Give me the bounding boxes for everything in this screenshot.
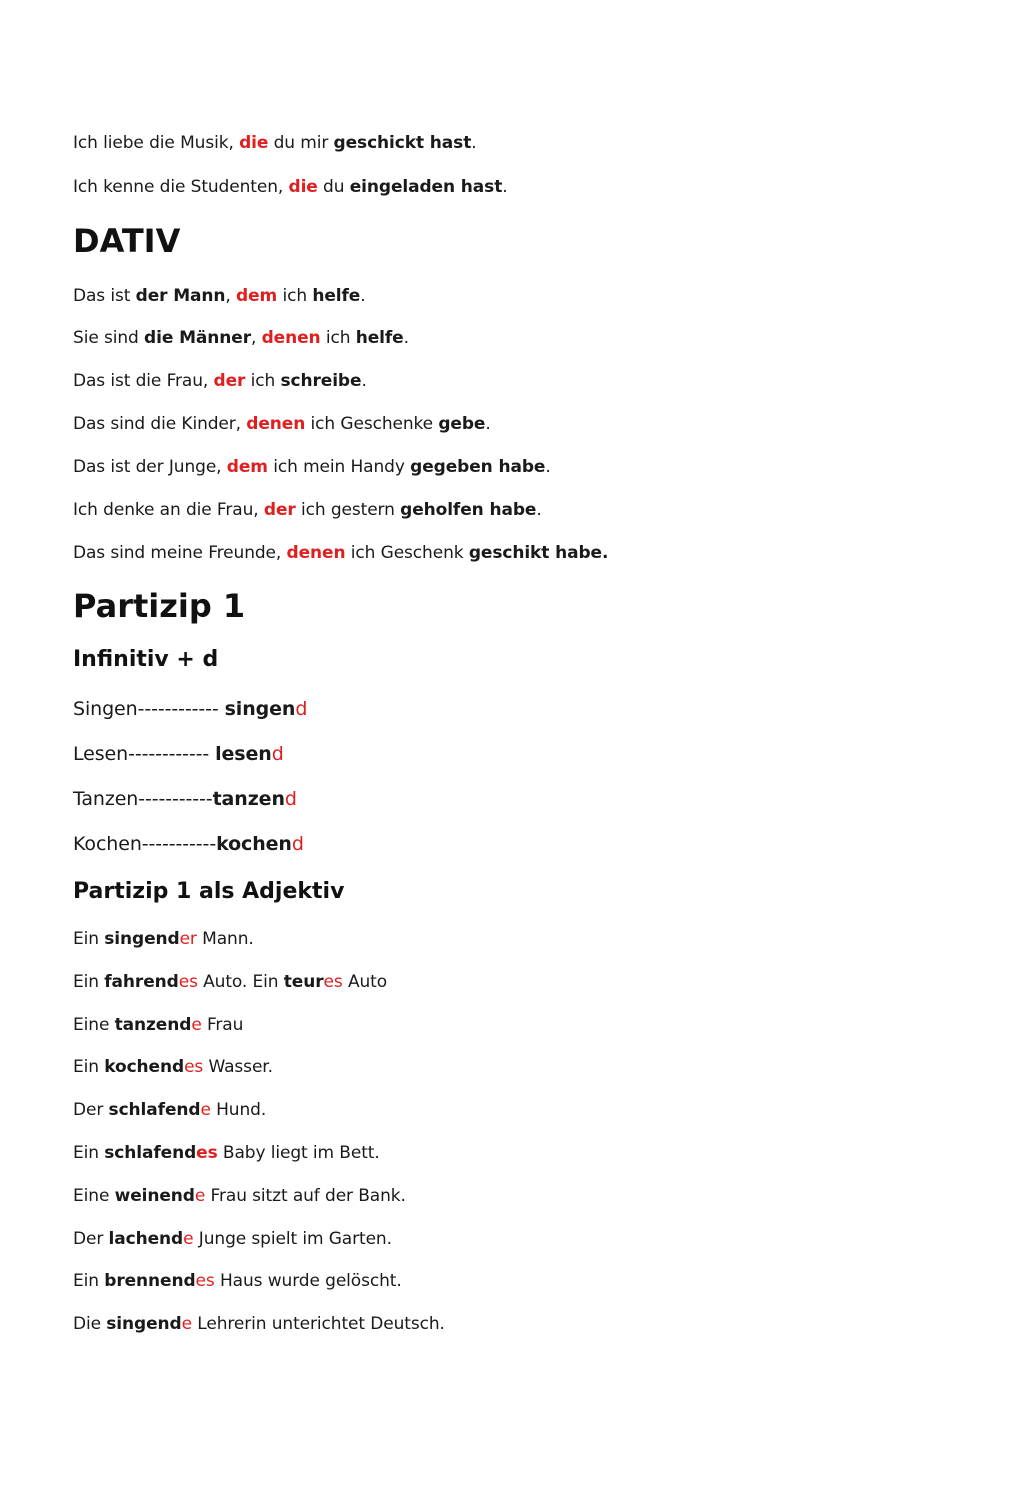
bold-run: helfe (312, 286, 361, 306)
red-bold-run: denen (286, 543, 346, 563)
bold-run: brennend (104, 1271, 196, 1291)
text-run: Junge spielt im Garten. (193, 1229, 392, 1249)
adjective-example (73, 928, 254, 950)
text-run: Der (73, 1100, 109, 1120)
text-run: Die (73, 1314, 107, 1334)
adjective-example (73, 1185, 406, 1207)
text-run: Ich kenne die Studenten, (73, 177, 289, 197)
text-run: Mann. (196, 929, 254, 949)
formation-example (73, 742, 284, 766)
text-run: . (471, 133, 477, 153)
text-run: Auto (342, 972, 388, 992)
red-bold-run: denen (261, 328, 321, 348)
text-run: Das sind die Kinder, (73, 414, 247, 434)
text-run: , (225, 286, 237, 306)
text-run: Sie sind (73, 328, 145, 348)
red-run: es (323, 972, 343, 992)
text-run: Tanzen----------- (73, 788, 213, 810)
section-heading-partizip1: Partizip 1 (73, 587, 246, 625)
bold-run: schlafend (104, 1143, 197, 1163)
text-run: Ich denke an die Frau, (73, 500, 264, 520)
adjective-example (73, 1056, 273, 1078)
text-run: ich gestern (295, 500, 401, 520)
text-run: Auto. Ein (197, 972, 284, 992)
formula-heading: Infinitiv + d (73, 647, 219, 672)
text-run: ich (245, 371, 281, 391)
text-run: Ich liebe die Musik, (73, 133, 240, 153)
red-run: d (295, 698, 308, 720)
bold-run: teur (283, 972, 324, 992)
adjective-example (73, 1228, 392, 1250)
example-sentence (73, 370, 367, 392)
text-run: ich (277, 286, 313, 306)
bold-run: kochend (104, 1057, 185, 1077)
text-run: ich (320, 328, 356, 348)
text-run: Hund. (210, 1100, 267, 1120)
red-run: d (271, 743, 284, 765)
bold-run: die Männer (144, 328, 251, 348)
bold-run: der Mann (135, 286, 226, 306)
text-run: Frau sitzt auf der Bank. (205, 1186, 406, 1206)
text-run: Ein (73, 929, 105, 949)
bold-run: helfe (355, 328, 404, 348)
bold-run: tanzend (114, 1015, 192, 1035)
example-sentence (73, 285, 366, 307)
bold-run: eingeladen hast (349, 177, 503, 197)
text-run: Singen------------ (73, 698, 225, 720)
text-run: . (403, 328, 409, 348)
red-run: er (179, 929, 197, 949)
red-run: es (184, 1057, 204, 1077)
text-run: Ein (73, 1271, 105, 1291)
example-sentence (73, 327, 409, 349)
bold-run: lachend (108, 1229, 184, 1249)
text-run: Der (73, 1229, 109, 1249)
red-bold-run: es (196, 1143, 218, 1163)
formation-example (73, 697, 307, 721)
bold-run: tanzen (212, 788, 285, 810)
example-sentence (73, 413, 491, 435)
text-run: Kochen----------- (73, 833, 217, 855)
red-bold-run: dem (226, 457, 268, 477)
text-run: ich mein Handy (267, 457, 411, 477)
text-run: ich Geschenk (345, 543, 469, 563)
example-sentence (73, 456, 551, 478)
text-run: du (317, 177, 350, 197)
adjective-example (73, 1014, 243, 1036)
text-run: Das sind meine Freunde, (73, 543, 287, 563)
text-run: . (361, 371, 367, 391)
red-run: e (183, 1229, 194, 1249)
bold-run: weinend (114, 1186, 195, 1206)
text-run: . (485, 414, 491, 434)
text-run: du mir (268, 133, 334, 153)
red-run: es (195, 1271, 215, 1291)
red-bold-run: der (213, 371, 246, 391)
adjective-example (73, 1270, 402, 1292)
bold-run: geholfen habe (400, 500, 537, 520)
formation-example (73, 787, 297, 811)
bold-run: singen (224, 698, 296, 720)
bold-run: geschikt habe. (468, 543, 609, 563)
bold-run: schlafend (108, 1100, 201, 1120)
bold-run: geschickt hast (333, 133, 472, 153)
red-run: e (194, 1186, 206, 1206)
text-run: Lesen------------ (73, 743, 216, 765)
text-run: Baby liegt im Bett. (217, 1143, 380, 1163)
red-run: d (291, 833, 304, 855)
example-sentence (73, 499, 542, 521)
adjective-example (73, 1313, 445, 1335)
text-run: Eine (73, 1186, 115, 1206)
red-bold-run: die (288, 177, 318, 197)
red-run: e (181, 1314, 192, 1334)
red-bold-run: die (239, 133, 269, 153)
example-sentence (73, 132, 477, 154)
text-run: Wasser. (203, 1057, 273, 1077)
bold-run: fahrend (104, 972, 179, 992)
red-run: d (284, 788, 297, 810)
example-sentence (73, 542, 608, 564)
text-run: , (250, 328, 262, 348)
text-run: Ein (73, 972, 105, 992)
text-run: . (502, 177, 508, 197)
bold-run: kochen (216, 833, 292, 855)
red-run: es (178, 972, 198, 992)
bold-run: singend (104, 929, 180, 949)
red-bold-run: der (263, 500, 296, 520)
text-run: . (545, 457, 551, 477)
text-run: Ein (73, 1143, 105, 1163)
text-run: ich Geschenke (305, 414, 439, 434)
subsection-heading-adjektiv: Partizip 1 als Adjektiv (73, 879, 345, 904)
formation-example (73, 832, 304, 856)
bold-run: gebe (438, 414, 486, 434)
text-run: Ein (73, 1057, 105, 1077)
adjective-example (73, 971, 387, 993)
bold-run: schreibe (280, 371, 362, 391)
section-heading-dativ: DATIV (73, 222, 181, 260)
red-run: e (200, 1100, 211, 1120)
bold-run: singend (106, 1314, 182, 1334)
red-bold-run: denen (246, 414, 306, 434)
red-run: e (191, 1015, 202, 1035)
text-run: . (360, 286, 366, 306)
text-run: Eine (73, 1015, 115, 1035)
text-run: Das ist der Junge, (73, 457, 227, 477)
text-run: Das ist die Frau, (73, 371, 214, 391)
text-run: Haus wurde gelöscht. (214, 1271, 402, 1291)
bold-run: gegeben habe (410, 457, 546, 477)
text-run: Das ist (73, 286, 136, 306)
text-run: Frau (201, 1015, 244, 1035)
adjective-example (73, 1099, 266, 1121)
text-run: Lehrerin unterichtet Deutsch. (191, 1314, 445, 1334)
text-run: . (536, 500, 542, 520)
bold-run: lesen (215, 743, 272, 765)
example-sentence (73, 176, 508, 198)
red-bold-run: dem (236, 286, 278, 306)
adjective-example (73, 1142, 380, 1164)
